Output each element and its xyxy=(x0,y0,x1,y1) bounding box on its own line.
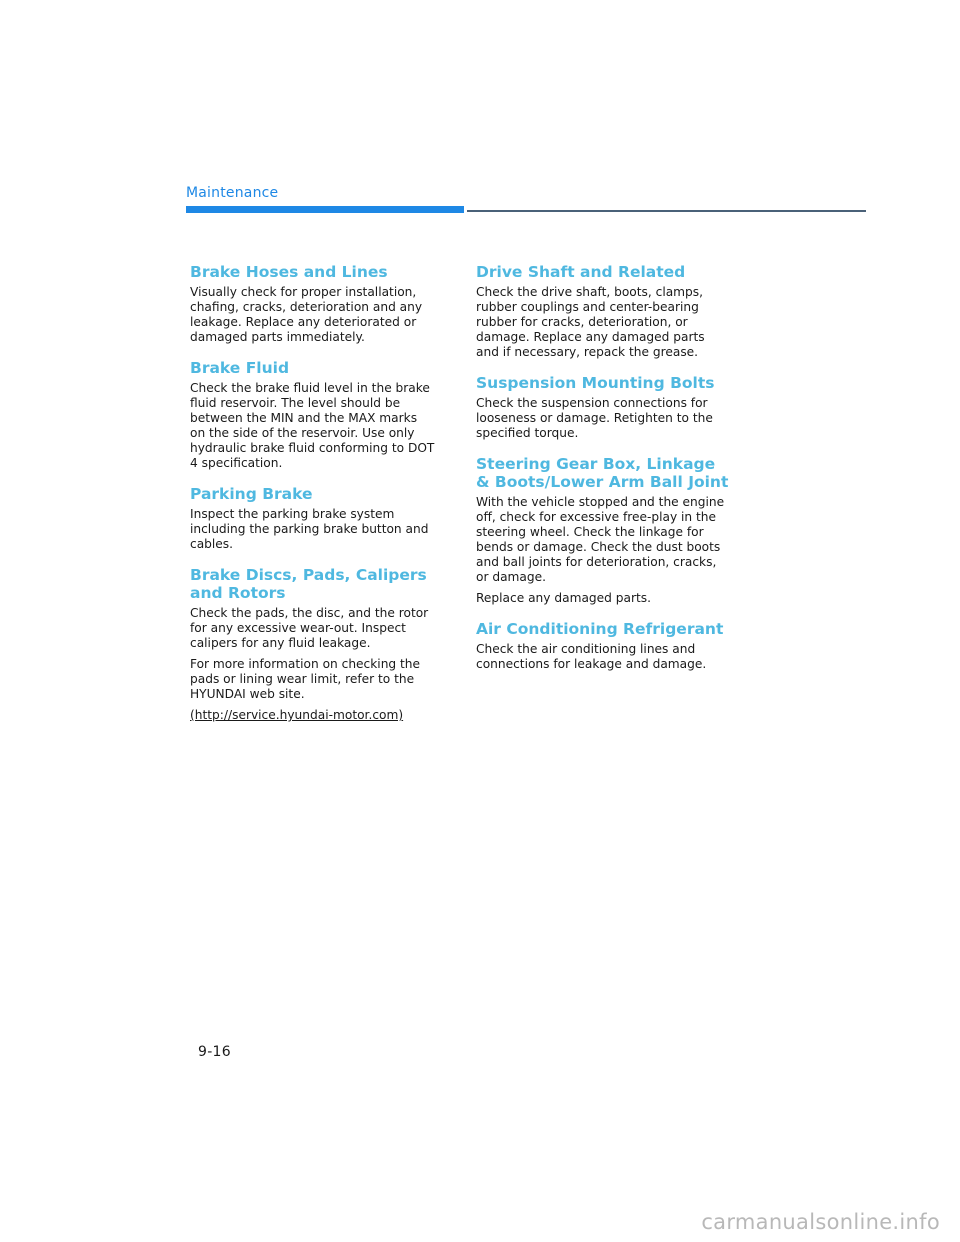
header-section-title: Maintenance xyxy=(186,185,279,201)
section-heading: Air Conditioning Refrigerant xyxy=(476,620,724,638)
section-paragraph: Check the brake fluid level in the brake fluid reservoir. The level should be between the MIN and the MAX marks on the side of the reservoir. Use only hydraulic brake fluid conforming to DOT 4 specification. xyxy=(190,381,435,470)
section-parking-brake xyxy=(190,485,446,552)
section-heading: Parking Brake xyxy=(190,485,313,503)
page-number: 9-16 xyxy=(198,1044,231,1060)
section-paragraph: Check the suspension connections for looseness or damage. Retighten to the specified torque. xyxy=(476,396,713,440)
section-heading: Brake Discs, Pads, Calipers and Rotors xyxy=(190,566,427,602)
section-paragraph: Visually check for proper installation, chafing, cracks, deterioration and any leakage. Replace any deteriorated or damaged parts immediately. xyxy=(190,285,423,344)
section-heading: Drive Shaft and Related xyxy=(476,263,686,281)
hyundai-service-link[interactable]: (http://service.hyundai-motor.com) xyxy=(190,708,404,722)
section-paragraph: Check the air conditioning lines and connections for leakage and damage. xyxy=(476,642,707,671)
section-drive-shaft xyxy=(476,263,732,360)
section-brake-hoses xyxy=(190,263,446,345)
watermark-text: carmanualsonline.info xyxy=(701,1210,940,1234)
section-paragraph: With the vehicle stopped and the engine off, check for excessive free-play in the steering wheel. Check the linkage for bends or damage. Check the dust boots and ball joints for deterioration, cracks, or damage. xyxy=(476,495,725,584)
section-heading: Steering Gear Box, Linkage & Boots/Lower Arm Ball Joint xyxy=(476,455,729,491)
section-paragraph: Inspect the parking brake system including the parking brake button and cables. xyxy=(190,507,429,551)
section-steering-gear xyxy=(476,455,732,606)
header-divider-line xyxy=(467,210,866,212)
section-air-conditioning xyxy=(476,620,732,672)
section-heading: Brake Hoses and Lines xyxy=(190,263,388,281)
section-heading: Suspension Mounting Bolts xyxy=(476,374,715,392)
section-brake-fluid xyxy=(190,359,446,471)
header-accent-bar xyxy=(186,206,464,213)
section-heading: Brake Fluid xyxy=(190,359,290,377)
section-paragraph: Check the pads, the disc, and the rotor for any excessive wear-out. Inspect calipers for any fluid leakage. xyxy=(190,606,429,650)
left-column xyxy=(190,263,446,737)
section-paragraph: For more information on checking the pads or lining wear limit, refer to the HYUNDAI web site. xyxy=(190,657,421,701)
section-paragraph: Check the drive shaft, boots, clamps, rubber couplings and center-bearing rubber for cracks, deterioration, or damage. Replace any damaged parts and if necessary, repack the grease. xyxy=(476,285,705,359)
right-column xyxy=(476,263,732,686)
section-paragraph: Replace any damaged parts. xyxy=(476,591,651,605)
section-brake-discs xyxy=(190,566,446,723)
section-suspension-bolts xyxy=(476,374,732,441)
